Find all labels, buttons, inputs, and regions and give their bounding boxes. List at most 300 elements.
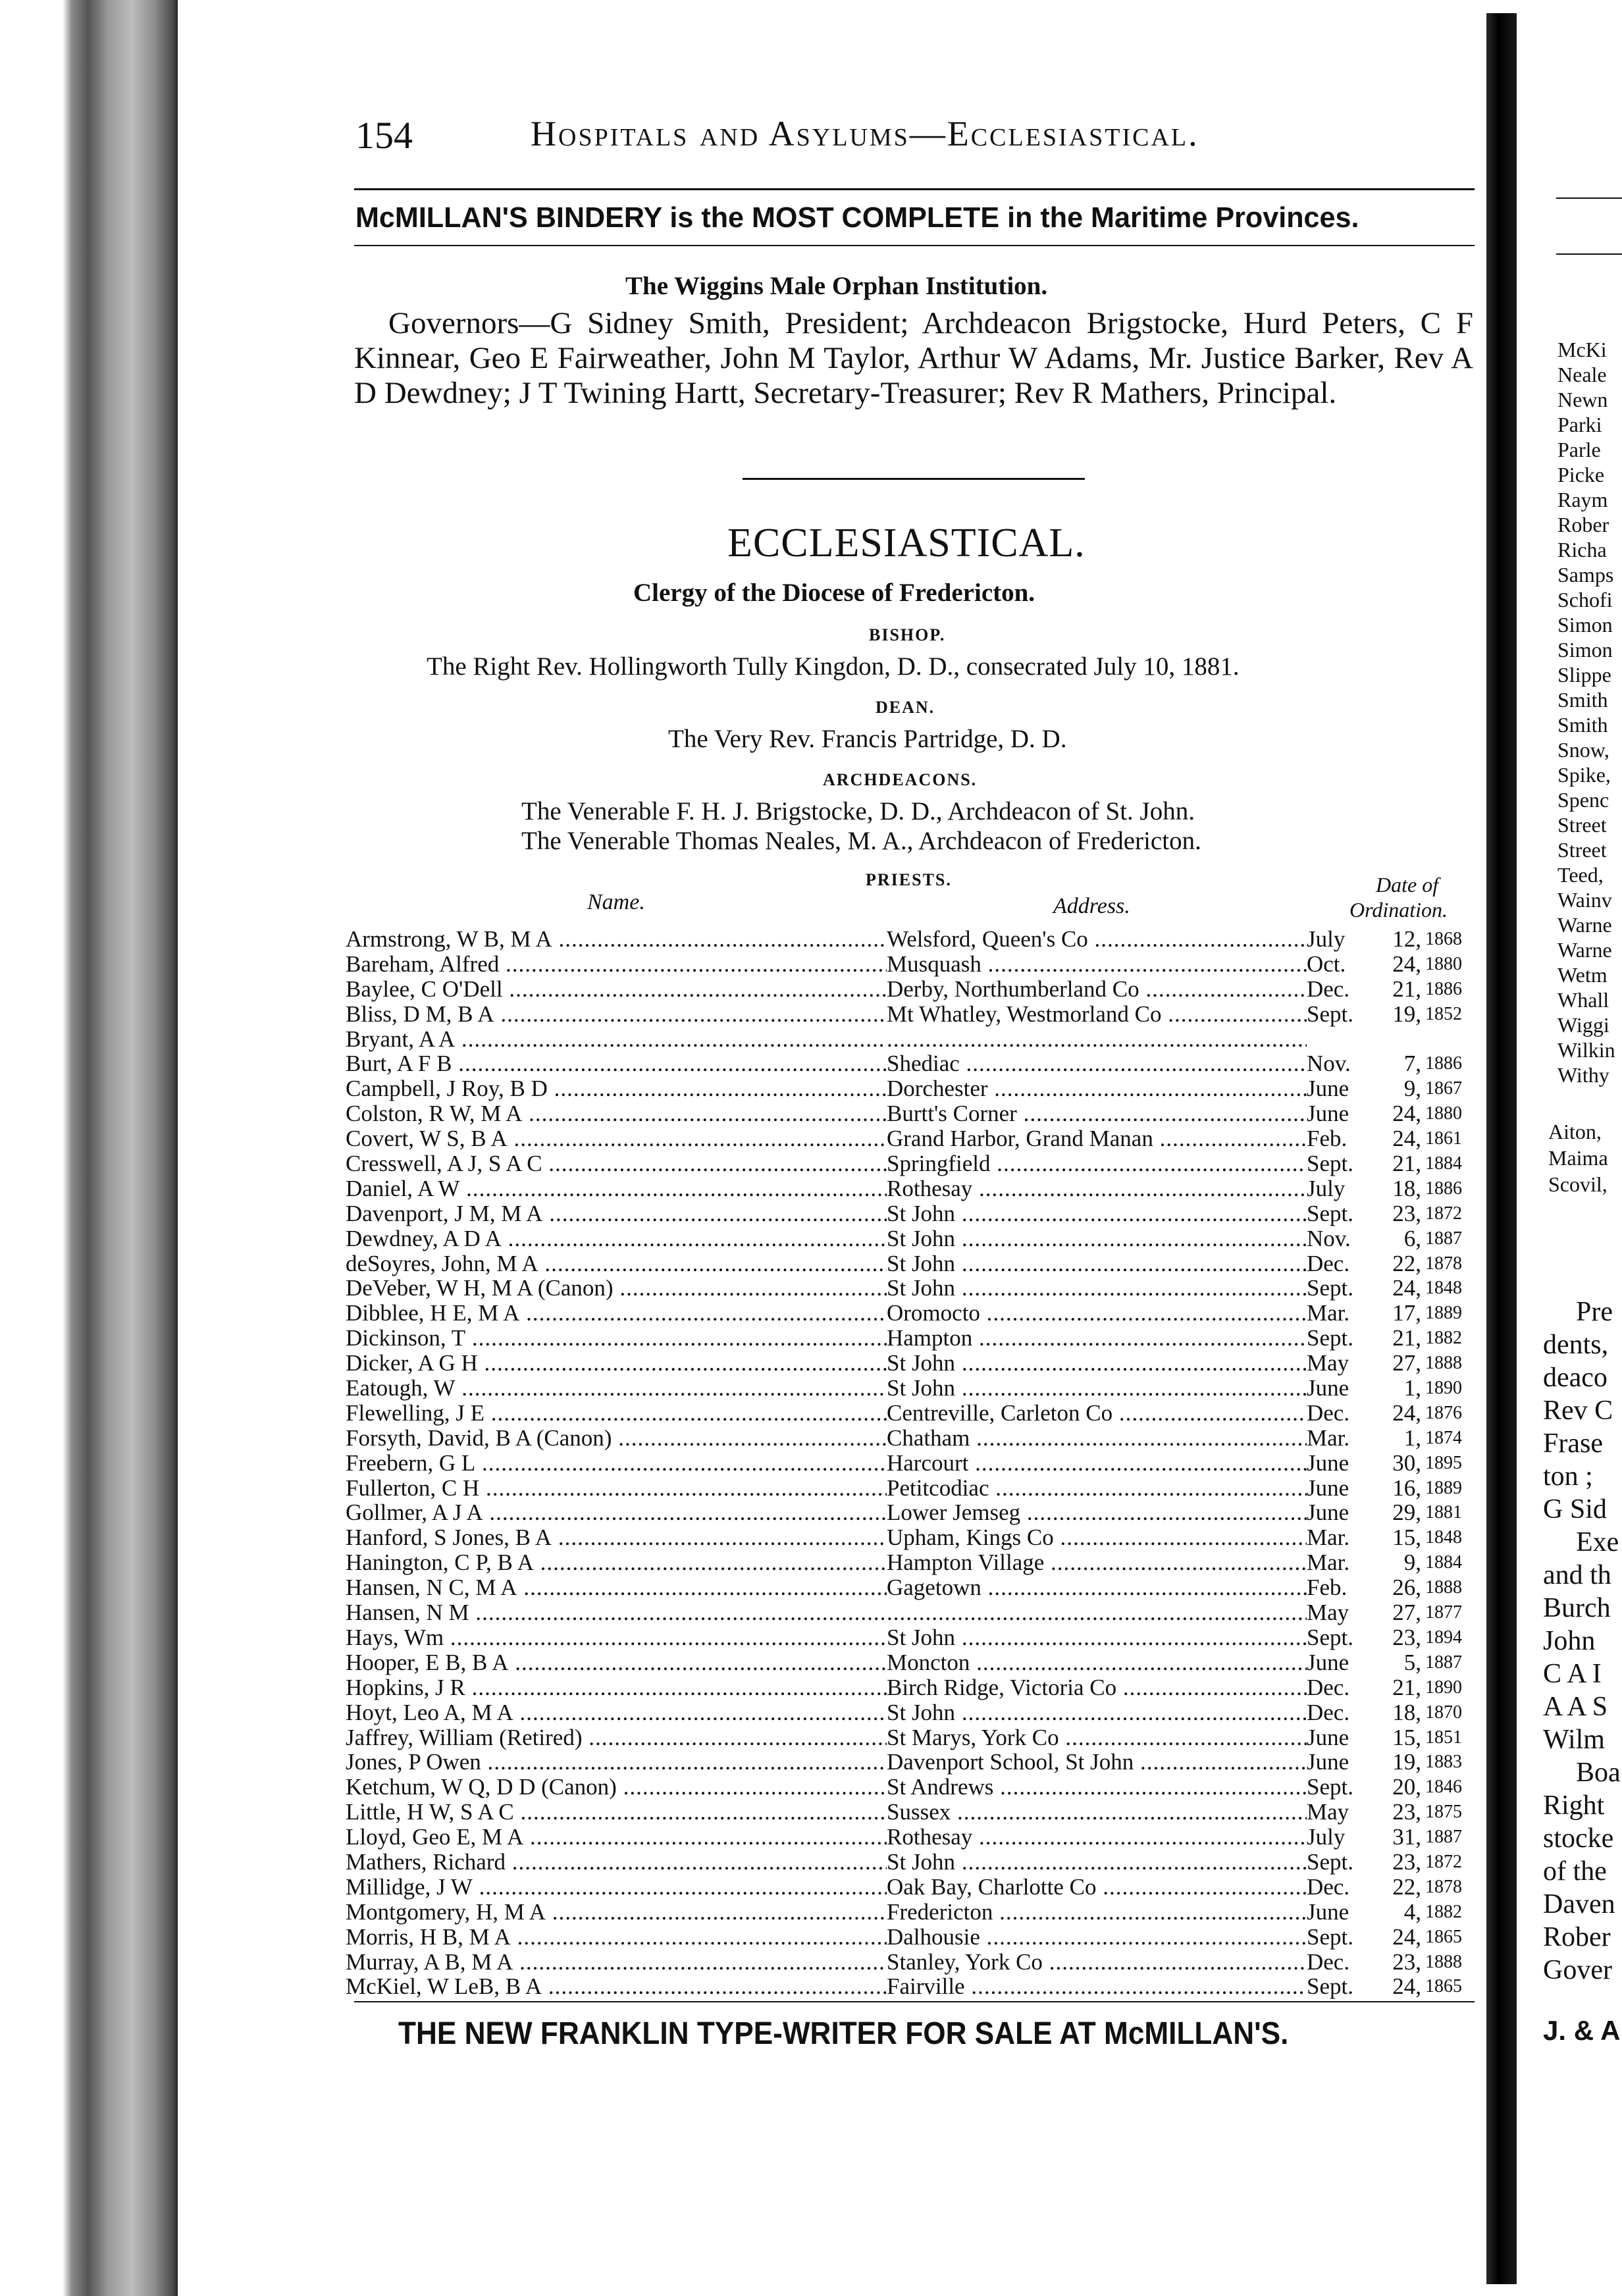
priest-address [887,1675,1307,1700]
ordination-year-text: 1846 [1425,1777,1462,1798]
facing-page-name: Whall [1557,988,1609,1012]
priest-row [346,1950,1475,1975]
priest-row [346,1974,1475,1999]
ordination-year [1421,1950,1474,1975]
priest-name-text: Dicker, A G H [346,1351,478,1376]
priest-name [346,1525,887,1550]
ordination-month [1307,1550,1379,1575]
ordination-year-text: 1887 [1425,1652,1462,1673]
ordination-year [1421,1301,1474,1326]
facing-page-line: Frase [1543,1428,1603,1459]
priest-row [346,1351,1475,1376]
ordination-day [1379,1700,1421,1725]
ordination-year-text: 1861 [1425,1128,1462,1149]
ordination-month-text: Dec. [1307,1400,1350,1426]
ordination-day-text: 23, [1392,1849,1421,1875]
ordination-month-text: June [1307,1101,1349,1127]
priest-name [346,1002,887,1027]
ordination-day-text: 16, [1392,1475,1421,1501]
ordination-year [1421,1500,1474,1525]
priest-name [346,1700,887,1725]
priest-row [346,1775,1475,1800]
ordination-day-text: 29, [1392,1500,1421,1526]
priest-name [346,1476,887,1501]
priest-address [887,1176,1307,1201]
priest-name [346,1376,887,1401]
priest-address-text: Shediac [887,1051,960,1077]
facing-page-name: Street [1557,838,1607,862]
ordination-month [1307,1875,1379,1900]
priest-name [346,1625,887,1650]
dean-entry: The Very Rev. Francis Partridge, D. D. [668,725,1067,753]
ordination-year [1421,1800,1474,1825]
priest-row [346,1700,1475,1725]
priest-name [346,1027,887,1052]
ordination-month [1307,1700,1379,1725]
facing-page-name: Samps [1557,563,1614,587]
priest-name [346,952,887,977]
advertisement-top: McMILLAN'S BINDERY is the MOST COMPLETE in the Maritime Provinces. [355,201,1359,234]
ordination-day-text: 27, [1392,1351,1421,1376]
ordination-month-text: June [1307,1899,1349,1925]
ordination-month [1307,952,1379,977]
priest-address-text: Fredericton [887,1899,993,1925]
ordination-day-text: 22, [1392,1874,1421,1900]
ordination-month [1307,1401,1379,1426]
facing-page-name: Simon [1557,638,1613,662]
priest-row [346,1151,1475,1176]
priest-address [887,1426,1307,1451]
facing-page-line: dents, [1543,1330,1609,1360]
ordination-day [1379,1476,1421,1501]
priest-row [346,977,1475,1002]
priest-address-text: St Andrews [887,1775,994,1800]
priest-row [346,1825,1475,1850]
ordination-month-text: June [1307,1475,1349,1501]
priest-name-text: Eatough, W [346,1376,456,1401]
ordination-year-text: 1880 [1425,1103,1462,1124]
priest-row [346,1476,1475,1501]
ordination-month-text: Sept. [1307,1924,1353,1950]
ordination-year [1421,1451,1474,1476]
priest-address-text: St Marys, York Co [887,1725,1059,1750]
priest-name [346,1351,887,1376]
orphan-institution-title: The Wiggins Male Orphan Institution. [625,272,1048,300]
ordination-month-text: Sept. [1307,1775,1353,1800]
ordination-day-text: 9, [1403,1076,1421,1102]
priest-address-text: St John [887,1700,956,1725]
priest-address [887,1974,1307,1999]
facing-page-footer: J. & A [1543,2015,1621,2046]
ordination-year-text: 1889 [1425,1303,1462,1324]
priest-address-text: Oromocto [887,1301,980,1326]
ordination-day-text: 20, [1392,1775,1421,1800]
priest-address [887,1451,1307,1476]
facing-page-name: Parle [1557,438,1601,461]
facing-page-line: deaco [1543,1363,1608,1393]
ordination-day-text: 19, [1392,1001,1421,1027]
priest-name [346,1725,887,1750]
facing-page-name: Wainv [1557,888,1612,912]
ordination-month-text: Nov. [1307,1051,1351,1077]
ordination-year-text: 1865 [1425,1976,1462,1997]
priest-name [346,1426,887,1451]
ordination-day-text: 9, [1403,1550,1421,1576]
priest-address [887,1525,1307,1550]
ordination-day [1379,1750,1421,1775]
priest-address [887,1700,1307,1725]
priest-address-text: Stanley, York Co [887,1949,1043,1975]
ordination-month-text: June [1307,1750,1349,1775]
ordination-year-text: 1880 [1425,953,1462,974]
priest-row [346,1500,1475,1525]
priest-address [887,1550,1307,1575]
priest-address [887,1725,1307,1750]
ordination-day [1379,1101,1421,1126]
ordination-day-text: 26, [1392,1575,1421,1601]
priest-name-text: deSoyres, John, M A [346,1251,538,1276]
ordination-day [1379,1401,1421,1426]
priest-address-text: Rothesay [887,1176,973,1201]
priest-address-text: St John [887,1226,956,1251]
priest-address-text: Sussex [887,1800,951,1825]
ordination-day-text: 19, [1392,1750,1421,1775]
priest-name-text: Mathers, Richard [346,1849,506,1875]
ordination-month [1307,1650,1379,1675]
ordination-year [1421,1426,1474,1451]
facing-page-name: Slippe [1557,663,1611,687]
priest-name-text: Hays, Wm [346,1625,444,1650]
facing-page-line: Rober [1543,1922,1611,1952]
ordination-day-text: 1, [1403,1425,1421,1451]
ordination-day [1379,1126,1421,1151]
ordination-day [1379,1725,1421,1750]
priest-address [887,1800,1307,1825]
facing-page-line: Exe [1576,1527,1619,1557]
priest-name-text: Millidge, J W [346,1874,473,1900]
priest-address [887,1476,1307,1501]
header-rule [354,188,1475,190]
priest-name-text: Hooper, E B, B A [346,1650,509,1675]
priest-address-text: Hampton Village [887,1550,1045,1576]
ordination-year [1421,1550,1474,1575]
priest-name-text: Armstrong, W B, M A [346,927,552,952]
ordination-month-text: Sept. [1307,1276,1353,1301]
facing-page-name: Aiton, [1548,1120,1602,1143]
priest-address [887,1076,1307,1101]
priest-row [346,1326,1475,1351]
priest-name [346,927,887,952]
priest-address [887,927,1307,952]
facing-page-line: Pre [1576,1297,1613,1327]
priest-address [887,952,1307,977]
priest-address-text: Derby, Northumberland Co [887,976,1139,1002]
priest-address-text: St John [887,1625,956,1650]
ordination-day [1379,1950,1421,1975]
priest-row [346,1750,1475,1775]
ordination-year [1421,1251,1474,1276]
priest-name [346,1201,887,1226]
orphan-governors-paragraph: Governors—G Sidney Smith, President; Archdeacon Brigstocke, Hurd Peters, C F Kinnear, Geo E Fairweather, John M Taylor, Arthur W Adams, Mr. Justice Barker, Rev A D Dewdney; J T Twining Hartt, Secretary-Treasurer; Rev R Mathers, Principal. [354,306,1473,410]
facing-page-name: Smith [1557,713,1608,737]
ordination-month [1307,1076,1379,1101]
ordination-year-text: 1874 [1425,1427,1462,1448]
ordination-year [1421,1076,1474,1101]
ordination-year-text: 1868 [1425,929,1462,949]
ordination-day [1379,1251,1421,1276]
ordination-day [1379,1451,1421,1476]
priest-address [887,1101,1307,1126]
ordination-month-text: Dec. [1307,1874,1350,1900]
ordination-month-text: June [1307,1500,1349,1526]
ordination-year-text: 1878 [1425,1876,1462,1897]
priest-name-text: Dickinson, T [346,1326,466,1351]
priest-row [346,1201,1475,1226]
priest-address [887,1600,1307,1625]
ordination-month [1307,1002,1379,1027]
priest-address [887,1850,1307,1875]
facing-page-line: Right [1543,1790,1605,1821]
ordination-day-text: 24, [1392,951,1421,977]
priest-row [346,1276,1475,1301]
ordination-month [1307,1326,1379,1351]
ordination-day-text: 24, [1392,1974,1421,2000]
facing-page-name: Rober [1557,513,1609,536]
ordination-year-text: 1878 [1425,1253,1462,1274]
priest-row [346,1027,1475,1052]
facing-page-name: Scovil, [1548,1172,1608,1196]
priest-name-text: McKiel, W LeB, B A [346,1974,542,2000]
ordination-day [1379,1825,1421,1850]
ordination-year-text: 1877 [1425,1602,1462,1623]
ordination-month-text: June [1307,1076,1349,1102]
ordination-day [1379,1675,1421,1700]
column-header-date: Date of [1376,873,1439,897]
priest-row [346,927,1475,952]
ordination-month-text: Dec. [1307,1251,1350,1276]
priest-address [887,1027,1307,1052]
facing-page-line: stocke [1543,1823,1614,1854]
ordination-month [1307,1750,1379,1775]
ordination-month [1307,1600,1379,1625]
priest-row [346,1176,1475,1201]
priest-address [887,1775,1307,1800]
archdeacon-entry: The Venerable Thomas Neales, M. A., Archdeacon of Fredericton. [521,827,1201,855]
priest-row [346,952,1475,977]
ordination-year [1421,1176,1474,1201]
ordination-year [1421,1575,1474,1600]
ordination-month-text: Sept. [1307,1201,1353,1226]
ordination-year [1421,1825,1474,1850]
ordination-day-text: 4, [1403,1899,1421,1925]
facing-page-name: Warne [1557,938,1612,962]
ordination-day-text: 12, [1392,927,1421,952]
ordination-year [1421,977,1474,1002]
priest-address [887,1875,1307,1900]
ordination-month [1307,1476,1379,1501]
priest-row [346,1051,1475,1076]
ordination-month-text: June [1307,1725,1349,1750]
priest-row [346,1550,1475,1575]
priest-address [887,1276,1307,1301]
priest-name [346,1575,887,1600]
priest-name-text: Montgomery, H, M A [346,1899,546,1925]
ordination-year-text: 1848 [1425,1278,1462,1299]
ordination-year-text: 1867 [1425,1078,1462,1099]
facing-page-name: Richa [1557,538,1607,561]
ordination-year [1421,1525,1474,1550]
ordination-month [1307,1900,1379,1925]
priest-name-text: Baylee, C O'Dell [346,976,503,1002]
ordination-day-text: 23, [1392,1800,1421,1825]
ordination-day [1379,1301,1421,1326]
ordination-month [1307,1226,1379,1251]
ordination-month [1307,1800,1379,1825]
ordination-day-text: 24, [1392,1924,1421,1950]
facing-page-name: Schofi [1557,588,1613,612]
ordination-month [1307,1276,1379,1301]
ordination-month-text: May [1307,1351,1349,1376]
ordination-day [1379,1151,1421,1176]
ordination-month [1307,1825,1379,1850]
priest-address-text: Dalhousie [887,1924,980,1950]
priest-name [346,1251,887,1276]
ordination-year [1421,1625,1474,1650]
ordination-day-text: 23, [1392,1625,1421,1650]
ordination-day-text: 31, [1392,1825,1421,1850]
ordination-day [1379,977,1421,1002]
priest-row [346,1875,1475,1900]
facing-page-name: Newn [1557,388,1608,411]
ordination-year [1421,1700,1474,1725]
ordination-month [1307,1974,1379,1999]
ordination-month-text: July [1307,1825,1346,1850]
priest-name-text: Colston, R W, M A [346,1101,523,1127]
ordination-day [1379,1076,1421,1101]
priest-name-text: Gollmer, A J A [346,1500,483,1526]
facing-page-line: G Sid [1543,1494,1607,1525]
facing-page-line: of the [1543,1856,1607,1887]
facing-page-name: Wetm [1557,963,1608,987]
priest-name [346,1750,887,1775]
priest-address-text: Centreville, Carleton Co [887,1400,1113,1426]
priest-name-text: Daniel, A W [346,1176,460,1201]
ordination-day [1379,1326,1421,1351]
priest-name [346,1401,887,1426]
priest-row [346,1625,1475,1650]
ordination-month [1307,1625,1379,1650]
priest-row [346,1301,1475,1326]
priest-name [346,1226,887,1251]
priest-address [887,1002,1307,1027]
ordination-year-text: 1851 [1425,1727,1462,1748]
priest-row [346,1226,1475,1251]
priest-name-text: Burt, A F B [346,1051,452,1077]
ordination-year [1421,1974,1474,1999]
facing-page-name: Parki [1557,413,1602,436]
ordination-day-text: 24, [1392,1101,1421,1127]
ordination-day [1379,1351,1421,1376]
ordination-day [1379,1974,1421,1999]
ordination-year-text: 1886 [1425,1178,1462,1199]
priest-name [346,1301,887,1326]
ordination-day-text: 21, [1392,1675,1421,1700]
ordination-day-text: 24, [1392,1400,1421,1426]
ordination-year [1421,1650,1474,1675]
ordination-month [1307,1525,1379,1550]
facing-page-name: Withy [1557,1063,1609,1087]
priest-address-text: Moncton [887,1650,970,1675]
priest-address-text: St John [887,1351,956,1376]
ordination-day-text: 6, [1403,1226,1421,1251]
ordination-day [1379,1550,1421,1575]
ordination-year-text: 1882 [1425,1328,1462,1349]
ordination-day-text: 18, [1392,1176,1421,1201]
priest-name-text: Morris, H B, M A [346,1924,511,1950]
ordination-year-text: 1895 [1425,1452,1462,1473]
facing-page-line: A A S [1543,1692,1608,1722]
ordination-month [1307,1950,1379,1975]
ordination-day [1379,1900,1421,1925]
priests-heading: PRIESTS. [866,870,952,889]
ordination-day-text: 21, [1392,1151,1421,1177]
priest-address [887,1201,1307,1226]
ordination-day-text: 22, [1392,1251,1421,1276]
priest-address [887,1825,1307,1850]
diocese-title: Clergy of the Diocese of Fredericton. [633,579,1035,607]
priest-row [346,1575,1475,1600]
ordination-month-text: Feb. [1307,1575,1347,1601]
ordination-year [1421,1126,1474,1151]
priest-name-text: DeVeber, W H, M A (Canon) [346,1276,614,1301]
ordination-month-text: May [1307,1800,1349,1825]
ordination-month [1307,1575,1379,1600]
ordination-year-text: 1870 [1425,1702,1462,1723]
ordination-day-text: 27, [1392,1600,1421,1626]
priest-address [887,1376,1307,1401]
ordination-year [1421,927,1474,952]
ordination-year-text: 1886 [1425,978,1462,999]
facing-page-name: Simon [1557,613,1613,637]
ordination-year [1421,1051,1474,1076]
priest-name-text: Campbell, J Roy, B D [346,1076,548,1102]
priest-address-text: Gagetown [887,1575,981,1601]
priest-address [887,1326,1307,1351]
priest-address-text: Springfield [887,1151,991,1177]
priest-address [887,1126,1307,1151]
priest-address-text: Burtt's Corner [887,1101,1017,1127]
priest-name-text: Hansen, N C, M A [346,1575,517,1601]
priest-name-text: Hoyt, Leo A, M A [346,1700,513,1725]
priest-name-text: Hanington, C P, B A [346,1550,534,1576]
facing-page-fragment [1517,0,1622,2296]
ordination-year-text: 1852 [1425,1003,1462,1024]
priest-address [887,1650,1307,1675]
ordination-day-text: 30, [1392,1450,1421,1476]
priest-address [887,1051,1307,1076]
priest-name [346,1550,887,1575]
ordination-year [1421,1875,1474,1900]
column-header-ordination: Ordination. [1349,898,1448,922]
ordination-month-text: Sept. [1307,1849,1353,1875]
page-gutter [1486,13,1517,2284]
ordination-day [1379,1600,1421,1625]
priest-address-text: Oak Bay, Charlotte Co [887,1874,1097,1900]
ordination-day-text: 1, [1403,1376,1421,1401]
facing-page-name: Spike, [1557,763,1611,787]
ordination-year [1421,1201,1474,1226]
ordination-month-text: Feb. [1307,1126,1347,1152]
